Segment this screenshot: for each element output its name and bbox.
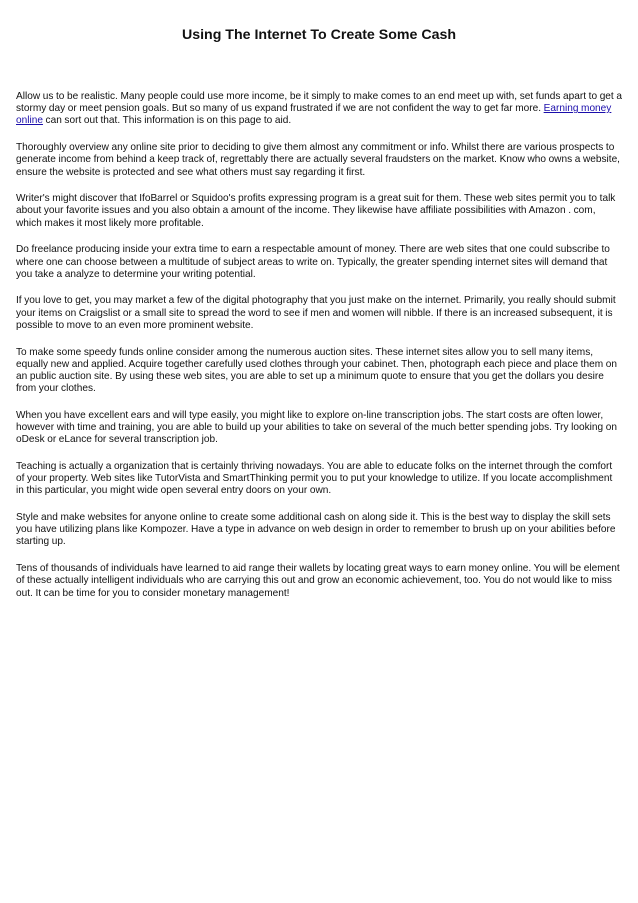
paragraph-1-text-end: can sort out that. This information is on this page to aid.: [42, 115, 292, 127]
paragraph-6: To make some speedy funds online consider among the numerous auction sites. These internet sites allow you to sell many items, equally new and applied. Acquire together carefully used clothes through your cabinet. Then, photograph each piece and place them on an public auction site. By using these web sites, you are able to set up a minimum quote to ensure that you get the dollars you desire from your clothes.: [16, 346, 617, 395]
paragraph-2: Thoroughly overview any online site prior to deciding to give them almost any commitment or info. Whilst there are various prospects to generate income from behind a keep track of, regrettably there are actually several fraudsters on the market. Know who owns a website, ensure the website is protected and see what others must say regarding it first.: [16, 142, 620, 178]
paragraph-9: Style and make websites for anyone online to create some additional cash on along side it. This is the best way to display the skill sets you have utilizing plans like Kompozer. Have a type in advance on web design in order to remember to brush up on your abilities before starting up.: [16, 512, 616, 548]
paragraph-3: Writer's might discover that IfoBarrel or Squidoo's profits expressing program is a great suit for them. These web sites permit you to talk about your favorite issues and you also obtain a amount of the income. They likewise have affiliate possibilities with Amazon . com, which makes it most likely more profitable.: [16, 193, 616, 229]
document-body: [16, 91, 622, 600]
earning-money-online-link[interactable]: Earning money online: [16, 103, 612, 127]
paragraph-5: If you love to get, you may market a few of the digital photography that you just make on the internet. Primarily, you really should submit your items on Craigslist or a small site to spread the word to see if men and women will nibble. If there is an increased subsequent, it is possible to move to an even more prominent website.: [16, 295, 616, 331]
document-title: Using The Internet To Create Some Cash: [181, 27, 457, 43]
paragraph-8: Teaching is actually a organization that is certainly thriving nowadays. You are able to educate folks on the internet through the comfort of your property. Web sites like TutorVista and SmartThinking permit you to put your knowledge to utilize. If you locate accomplishment in this particular, you might wide open several entry doors on your own.: [16, 460, 613, 497]
paragraph-1-text-start: Allow us to be realistic. Many people could use more income, be it simply to make comes to an end meet up with, set funds apart to get a stormy day or meet pension goals. But so many of us expand frustrated if we are not confident the way to get far more.: [16, 91, 622, 115]
paragraph-1: [16, 91, 622, 128]
paragraph-4: Do freelance producing inside your extra time to earn a respectable amount of money. There are web sites that one could subscribe to where one can choose between a multitude of subject areas to write on. Typically, the greater spending internet sites will demand that you take a analyze to determine your writing potential.: [16, 244, 610, 280]
paragraph-10: Tens of thousands of individuals have learned to aid range their wallets by locating great ways to earn money online. You will be element of these actually intelligent individuals who are carrying this out and grow an economic achievement, too. You do not would like to miss out. It can be time for you to consider monetary management!: [16, 563, 620, 599]
paragraph-7: When you have excellent ears and will type easily, you might like to explore on-line transcription jobs. The start costs are often lower, however with time and training, you are able to build up your abilities to take on several of the much better spending jobs. Try looking on oDesk or eLance for several transcription job.: [16, 409, 617, 446]
